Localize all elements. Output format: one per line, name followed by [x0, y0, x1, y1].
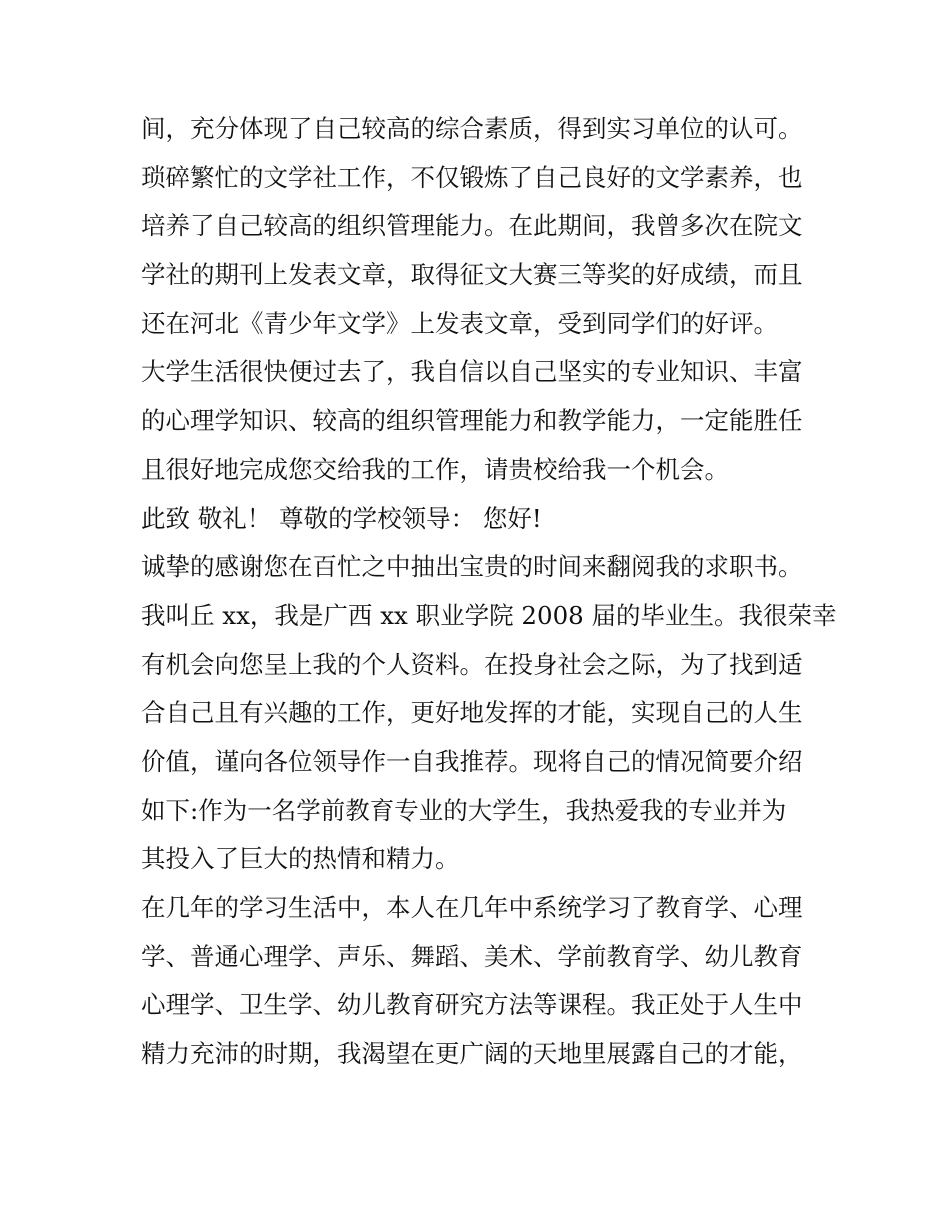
- text-line: 在几年的学习生活中，本人在几年中系统学习了教育学、心理: [141, 893, 803, 922]
- text-line: 此致 敬礼！ 尊敬的学校领导： 您好!: [141, 503, 542, 533]
- text-line: 学、普通心理学、声乐、舞蹈、美术、学前教育学、幼儿教育: [141, 941, 803, 971]
- text-line: 培养了自己较高的组织管理能力。在此期间，我曾多次在院文: [141, 211, 803, 241]
- text-line: 的心理学知识、较高的组织管理能力和教学能力，一定能胜任: [141, 406, 803, 436]
- text-line: 我叫丘 xx，我是广西 xx 职业学院 2008 届的毕业生。我很荣幸: [141, 600, 837, 630]
- text-line: 诚挚的感谢您在百忙之中抽出宝贵的时间来翻阅我的求职书。: [141, 552, 803, 582]
- text-line: 且很好地完成您交给我的工作，请贵校给我一个机会。: [141, 454, 729, 484]
- text-line: 心理学、卫生学、幼儿教育研究方法等课程。我正处于人生中: [141, 990, 803, 1020]
- text-line: 琐碎繁忙的文学社工作，不仅锻炼了自己良好的文学素养，也: [141, 162, 803, 192]
- text-line: 其投入了巨大的热情和精力。: [141, 844, 460, 874]
- text-line: 学社的期刊上发表文章，取得征文大赛三等奖的好成绩，而且: [141, 260, 803, 290]
- text-line: 如下:作为一名学前教育专业的大学生，我热爱我的专业并为: [141, 795, 787, 825]
- text-line: 有机会向您呈上我的个人资料。在投身社会之际，为了找到适: [141, 649, 803, 679]
- text-line: 合自己且有兴趣的工作，更好地发挥的才能，实现自己的人生: [141, 698, 803, 728]
- text-line: 价值，谨向各位领导作一自我推荐。现将自己的情况简要介绍: [141, 746, 803, 776]
- document-body: [141, 105, 837, 1079]
- text-line: 大学生活很快便过去了，我自信以自己坚实的专业知识、丰富: [141, 357, 803, 387]
- text-line: 精力充沛的时期，我渴望在更广阔的天地里展露自己的才能，: [141, 1039, 803, 1069]
- text-line: 还在河北《青少年文学》上发表文章，受到同学们的好评。: [141, 308, 778, 338]
- text-line: 间，充分体现了自己较高的综合素质，得到实习单位的认可。: [141, 114, 803, 143]
